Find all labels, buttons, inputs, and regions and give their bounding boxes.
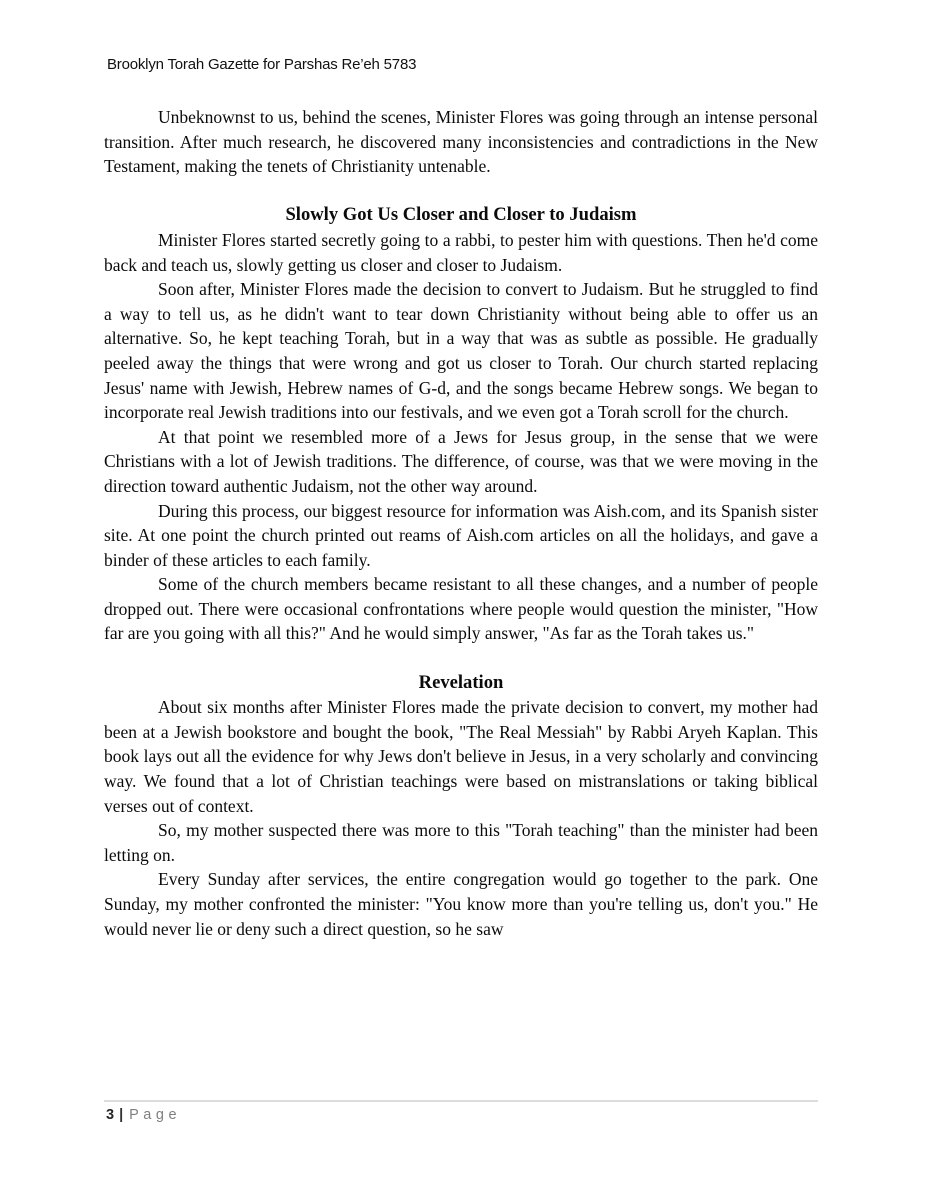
- paragraph: At that point we resembled more of a Jews for Jesus group, in the sense that we were Christians with a lot of Jewish traditions. The difference, of course, was that we were moving in the direction toward authentic Judaism, not the other way around.: [104, 426, 818, 496]
- page-number: 3: [106, 1107, 115, 1123]
- paragraph: So, my mother suspected there was more to this "Torah teaching" than the minister had been letting on.: [104, 820, 818, 865]
- section-heading: Slowly Got Us Closer and Closer to Judaism: [285, 204, 637, 226]
- paragraph: Every Sunday after services, the entire congregation would go together to the park. One Sunday, my mother confronted the minister: "You know more than you're telling us, don't you." He would never lie or deny such a direct question, so he saw: [104, 869, 818, 939]
- paragraph: Some of the church members became resistant to all these changes, and a number of people dropped out. There were occasional confrontations where people would question the minister, "How far are you going with all this?" And he would simply answer, "As far as the Torah takes us.": [104, 574, 818, 644]
- paragraph: Unbeknownst to us, behind the scenes, Minister Flores was going through an intense personal transition. After much research, he discovered many inconsistencies and contradictions in the New Testament, making the tenets of Christianity untenable.: [104, 107, 818, 177]
- paragraph: About six months after Minister Flores made the private decision to convert, my mother had been at a Jewish bookstore and bought the book, "The Real Messiah" by Rabbi Aryeh Kaplan. This book lays out all the evidence for why Jews don't believe in Jesus, in a very scholarly and convincing way. We found that a lot of Christian teachings were based on mistranslations or taking biblical verses out of context.: [104, 697, 818, 816]
- footer-divider-rule: [104, 1100, 818, 1102]
- page-footer: [106, 1106, 181, 1124]
- page-header-title: Brooklyn Torah Gazette for Parshas Re’eh 5783: [107, 56, 417, 73]
- document-body: [104, 105, 818, 941]
- section-heading: Revelation: [418, 671, 504, 693]
- paragraph: During this process, our biggest resource for information was Aish.com, and its Spanish sister site. At one point the church printed out reams of Aish.com articles on all the holidays, and gave a binder of these articles to each family.: [104, 500, 818, 570]
- paragraph: Minister Flores started secretly going to a rabbi, to pester him with questions. Then he'd come back and teach us, slowly getting us closer and closer to Judaism.: [104, 229, 818, 275]
- footer-separator: |: [119, 1107, 124, 1123]
- paragraph: Soon after, Minister Flores made the decision to convert to Judaism. But he struggled to find a way to tell us, as he didn't want to tear down Christianity without being able to offer us an alternative. So, he kept teaching Torah, but in a way that was as subtle as possible. He gradually peeled away the things that were wrong and got us closer to Torah. Our church started replacing Jesus' name with Jewish, Hebrew names of G-d, and the songs became Hebrew songs. We began to incorporate real Jewish traditions into our festivals, and we even got a Torah scroll for the church.: [104, 279, 818, 423]
- page-label: Page: [129, 1107, 182, 1123]
